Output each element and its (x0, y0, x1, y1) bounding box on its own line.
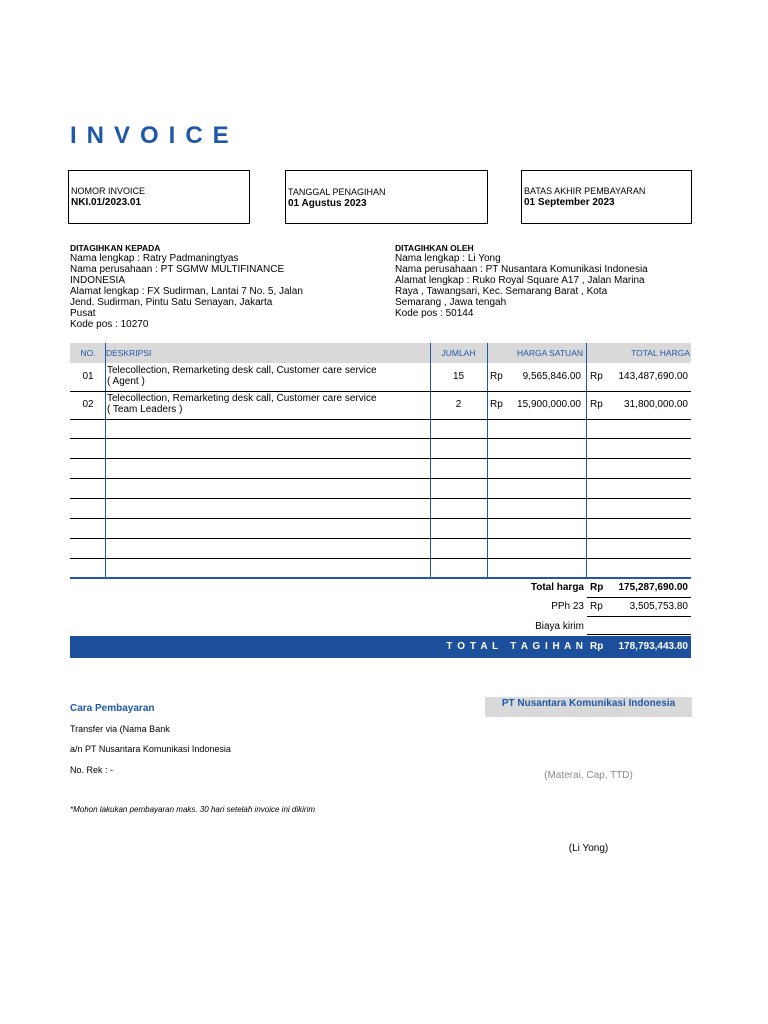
row-unit-currency: Rp (490, 399, 503, 410)
row-divider (70, 419, 691, 420)
pph-currency: Rp (590, 601, 603, 612)
bill-from-line: Kode pos : 50144 (395, 308, 474, 319)
total-label: Total harga (530, 582, 584, 593)
bill-to-heading: DITAGIHKAN KEPADA (70, 243, 161, 253)
total-value: 175,287,690.00 (618, 582, 688, 593)
row-divider (70, 518, 691, 519)
payment-line: No. Rek : - (70, 765, 114, 775)
bill-from-section (395, 243, 695, 319)
row-divider (70, 438, 691, 439)
col-header-no: NO. (70, 343, 106, 363)
invoice-number-box (68, 170, 250, 224)
row-unit-price: 15,900,000.00 (517, 399, 581, 410)
payment-heading: Cara Pembayaran (70, 703, 155, 714)
bill-from-line: Nama perusahaan : PT Nusantara Komunikasi Indonesia (395, 264, 648, 275)
payment-line: a/n PT Nusantara Komunikasi Indonesia (70, 744, 231, 754)
row-divider (70, 478, 691, 479)
billing-date: 01 Agustus 2023 (288, 198, 367, 209)
bill-to-line: Nama lengkap : Ratry Padmaningtyas (70, 253, 239, 264)
col-header-quantity: JUMLAH (430, 343, 487, 363)
pph-label: PPh 23 (551, 601, 584, 612)
row-quantity: 15 (452, 371, 465, 382)
row-unit-currency: Rp (490, 371, 503, 382)
grand-total-currency: Rp (590, 641, 604, 652)
payment-note: *Mohon lakukan pembayaran maks. 30 hari setelah invoice ini dikirim (70, 805, 316, 814)
invoice-title: INVOICE (70, 122, 239, 149)
bill-to-line: Kode pos : 10270 (70, 319, 149, 330)
row-total-price: 31,800,000.00 (624, 399, 688, 410)
total-underline (587, 597, 691, 598)
row-total-currency: Rp (590, 371, 603, 382)
bill-from-line: Semarang , Jawa tengah (395, 297, 507, 308)
row-description: Telecollection, Remarketing desk call, Customer care service ( Team Leaders ) (107, 393, 377, 415)
row-total-currency: Rp (590, 399, 603, 410)
signature-company: PT Nusantara Komunikasi Indonesia (485, 697, 692, 717)
due-date: 01 September 2023 (524, 197, 615, 208)
bill-to-line: INDONESIA (70, 275, 126, 286)
row-quantity: 2 (455, 399, 462, 410)
pph-value: 3,505,753.80 (629, 601, 688, 612)
invoice-number-label: NOMOR INVOICE (71, 186, 146, 196)
due-date-box (521, 170, 692, 224)
shipping-underline (587, 634, 691, 635)
row-divider (70, 458, 691, 459)
invoice-number: NKI.01/2023.01 (71, 197, 142, 208)
signature-stamp-placeholder: (Materai, Cap, TTD) (544, 770, 633, 781)
billing-date-box (285, 170, 488, 224)
grand-total-value: 178,793,443.80 (618, 641, 688, 652)
signature-name: (Li Yong) (568, 843, 609, 854)
row-divider (70, 558, 691, 559)
bill-to-line: Alamat lengkap : FX Sudirman, Lantai 7 No. 5, Jalan (70, 286, 303, 297)
payment-line: Transfer via (Nama Bank (70, 724, 170, 734)
col-header-total-price: TOTAL HARGA (586, 343, 691, 363)
row-number: 01 (82, 371, 94, 382)
due-date-label: BATAS AKHIR PEMBAYARAN (524, 186, 646, 196)
total-currency: Rp (590, 582, 604, 593)
bill-to-line: Jend. Sudirman, Pintu Satu Senayan, Jakarta (70, 297, 273, 308)
col-header-description: DESKRIPSI (106, 343, 430, 363)
billing-date-label: TANGGAL PENAGIHAN (288, 187, 386, 197)
col-header-unit-price: HARGA SATUAN (487, 343, 586, 363)
table-bottom-border (70, 577, 691, 579)
row-divider (70, 391, 691, 392)
row-number: 02 (82, 399, 94, 410)
bill-from-line: Nama lengkap : Li Yong (395, 253, 501, 264)
grand-total-label: T O T A L T A G I H A N (446, 641, 584, 652)
row-divider (70, 498, 691, 499)
shipping-label: Biaya kirim (535, 621, 584, 632)
bill-to-line: Pusat (70, 308, 96, 319)
bill-from-line: Raya , Tawangsari, Kec. Semarang Barat , Kota (395, 286, 608, 297)
pph-underline (587, 616, 691, 617)
bill-from-line: Alamat lengkap : Ruko Royal Square A17 , Jalan Marina (395, 275, 645, 286)
row-unit-price: 9,565,846.00 (522, 371, 581, 382)
bill-to-line: Nama perusahaan : PT SGMW MULTIFINANCE (70, 264, 285, 275)
bill-to-section (70, 243, 350, 330)
row-total-price: 143,487,690.00 (618, 371, 688, 382)
bill-from-heading: DITAGIHKAN OLEH (395, 243, 474, 253)
row-description: Telecollection, Remarketing desk call, Customer care service ( Agent ) (107, 365, 377, 387)
row-divider (70, 538, 691, 539)
